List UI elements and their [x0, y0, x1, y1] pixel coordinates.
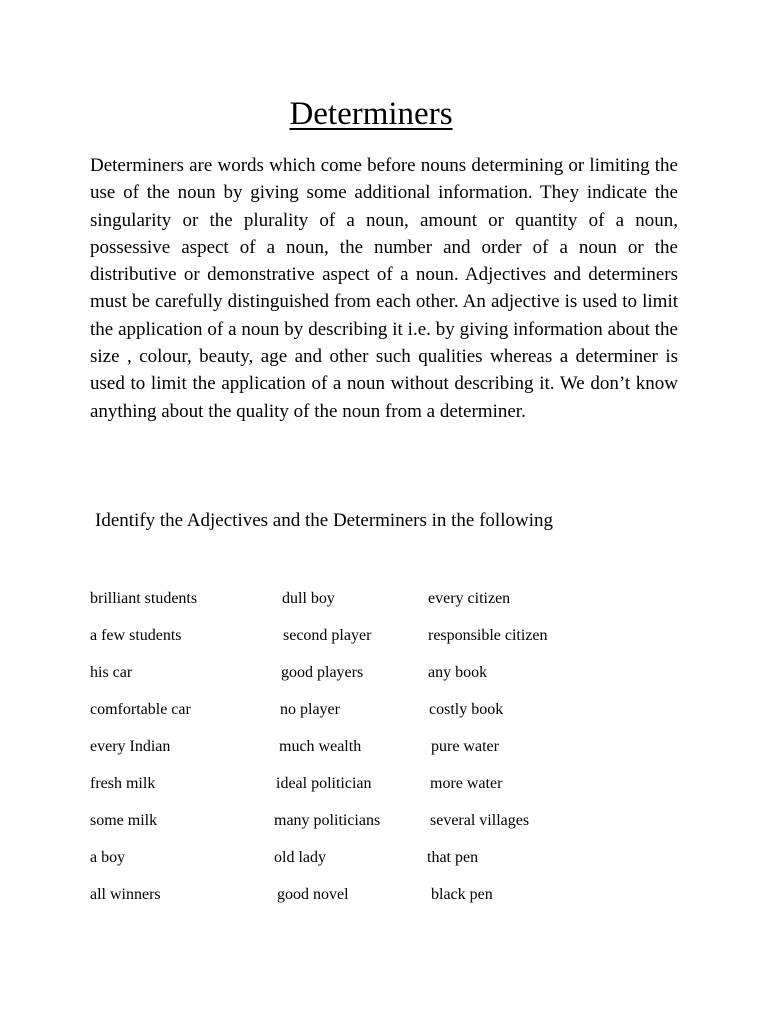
table-cell: dull boy	[282, 590, 335, 607]
table-row	[0, 845, 768, 882]
table-row	[0, 771, 768, 808]
table-cell: good players	[281, 664, 364, 681]
table-cell: more water	[430, 775, 503, 792]
page-title-text: Determiners	[289, 96, 453, 132]
table-cell: every citizen	[428, 590, 511, 607]
table-cell: costly book	[429, 701, 504, 718]
exercise-instruction: Identify the Adjectives and the Determiners in the following	[95, 510, 553, 531]
table-row	[0, 697, 768, 734]
table-cell: good novel	[277, 886, 349, 903]
table-cell: comfortable car	[90, 701, 191, 718]
table-row	[0, 734, 768, 771]
table-cell: ideal politician	[276, 775, 372, 792]
table-cell: pure water	[431, 738, 499, 755]
table-cell: every Indian	[90, 738, 171, 755]
table-cell: old lady	[274, 849, 326, 866]
table-row	[0, 586, 768, 623]
table-cell: all winners	[90, 886, 161, 903]
table-cell: that pen	[427, 849, 479, 866]
table-cell: any book	[428, 664, 488, 681]
table-cell: some milk	[90, 812, 158, 829]
table-cell: a boy	[90, 849, 126, 866]
exercise-table	[0, 586, 768, 919]
table-cell: second player	[283, 627, 372, 644]
table-cell: brilliant students	[90, 590, 198, 607]
page-title	[0, 92, 742, 136]
intro-paragraph: Determiners are words which come before nouns determining or limiting the use of the noun by giving some additional information. They indicate the singularity or the plurality of a noun, amount or quantity of a noun, possessive aspect of a noun, the number and order of a noun or the distributive or demonstrative aspect of a noun. Adjectives and determiners must be carefully distinguished from each other. An adjective is used to limit the application of a noun by describing it i.e. by giving information about the size , colour, beauty, age and other such qualities whereas a determiner is used to limit the application of a noun without describing it. We don’t know anything about the quality of the noun from a determiner.	[90, 155, 678, 422]
table-row	[0, 623, 768, 660]
table-cell: responsible citizen	[428, 627, 548, 644]
table-cell: several villages	[430, 812, 530, 829]
table-cell: black pen	[431, 886, 493, 903]
table-row	[0, 882, 768, 919]
table-cell: much wealth	[279, 738, 362, 755]
table-cell: fresh milk	[90, 775, 156, 792]
table-cell: many politicians	[274, 812, 381, 829]
table-cell: his car	[90, 664, 133, 681]
table-cell: no player	[280, 701, 340, 718]
table-row	[0, 660, 768, 697]
table-cell: a few students	[90, 627, 182, 644]
table-row	[0, 808, 768, 845]
